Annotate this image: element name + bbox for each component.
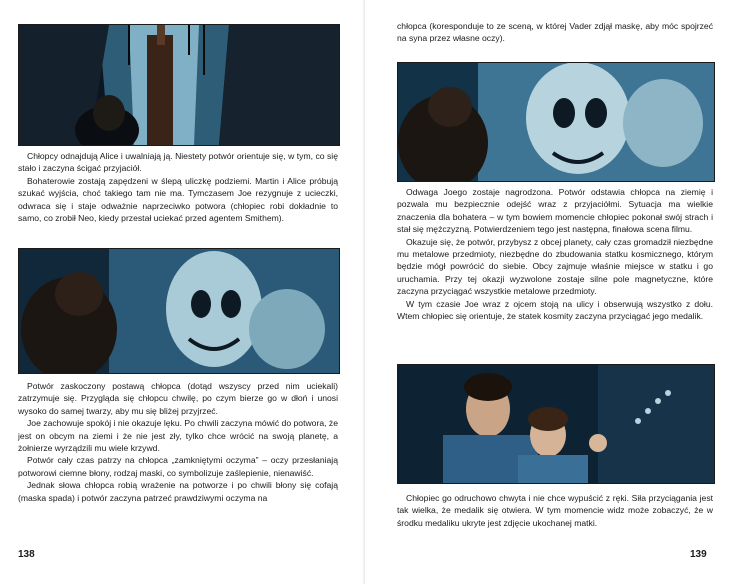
text-block-2 <box>18 380 338 504</box>
text-block-bottom <box>397 492 713 529</box>
illustration-cave-scene <box>18 24 340 146</box>
text-block-top <box>397 20 713 45</box>
paragraph: W tym czasie Joe wraz z ojcem stoją na ulicy i obserwują wszystko z dołu. Wtem chłopiec się orientuje, że statek kosmity zaczyna przyciągać jego medalik. <box>397 298 713 322</box>
paragraph: Potwór cały czas patrzy na chłopca „zamkniętymi oczyma” – oczy przesłaniają potworowi ciemne błony, rodzaj maski, co symbolizuje zaślepienie, nienawiść. <box>18 455 338 478</box>
paragraph: Chłopcy odnajdują Alice i uwalniają ją. Niestety potwór orientuje się, w tym, co się stało i zaczyna ścigać przyjaciół. <box>18 151 338 174</box>
paragraph: Jednak słowa chłopca robią wrażenie na potworze i po chwili błony się cofają (maska spada) i potwór zaczyna patrzeć prawdziwymi oczyma na <box>18 480 338 503</box>
page-number: 139 <box>690 549 707 560</box>
illustration-monster-face <box>18 248 340 374</box>
page-number: 138 <box>18 549 35 560</box>
paragraph: Okazuje się, że potwór, przybysz z obcej planety, cały czas gromadził niezbędne mu metalowe przedmioty, niezbędne do zbudowania statku kosmicznego, którym będzie mógł powrócić do siebie. Obcy zajmuje właśnie miejsce w statku i go uruchamia. Przy tej okazji wyzwolone zostaje silne pole magnetyczne, które zaczyna przyciągać wszystkie metalowe przedmioty. <box>397 236 713 297</box>
paragraph: Bohaterowie zostają zapędzeni w ślepą uliczkę podziemi. Martin i Alice próbują szukać wyjścia, choć takiego tam nie ma. Tymczasem Joe rezygnuje z ucieczki, odwraca się i staje odważnie naprzeciwko potwora (chłopiec robi dokładnie to samo, co zrobił Neo, kiedy przestał uciekać przed agentem Smithem). <box>18 175 338 224</box>
paragraph: Odwaga Joego zostaje nagrodzona. Potwór odstawia chłopca na ziemię i pozwala mu bezpiecznie odejść wraz z przyjaciółmi. Sytuacja ma wielkie znaczenia dla bohatera – w tym bowiem momencie chłopiec pokonał swój strach i stał się mężczyzną. Potwierdzeniem tego jest następna, finałowa scena filmu. <box>397 187 713 235</box>
right-page <box>365 0 730 584</box>
text-block-1 <box>18 150 338 224</box>
paragraph: Potwór zaskoczony postawą chłopca (dotąd wszyscy przed nim uciekali) zatrzymuje się. Przygląda się chłopcu chwilę, po czym bierze go w dłoń i unosi wysoko do samej twarzy, aby mu się bliżej przyjrzeć. <box>18 381 338 416</box>
illustration-monster-closeup <box>397 62 715 182</box>
paragraph: chłopca (koresponduje to ze sceną, w której Vader zdjął maskę, aby móc spojrzeć na syna przez własne oczy). <box>397 21 713 44</box>
text-block-mid <box>397 186 713 322</box>
paragraph: Joe zachowuje spokój i nie okazuje lęku. Po chwili zaczyna mówić do potwora, że jest on obcym na ziemi i że nie jest zły, tylko chce wrócić na swoją planetę, a żołnierze wyrządzili mu wiele krzywd. <box>18 418 338 454</box>
illustration-father-and-son <box>397 364 715 484</box>
paragraph: Chłopiec go odruchowo chwyta i nie chce wypuścić z ręki. Siła przyciągania jest tak wielka, że medalik się otwiera. W tym momencie widz może zobaczyć, że w środku medaliku ukryte jest zdjęcie ukochanej matki. <box>397 493 713 528</box>
